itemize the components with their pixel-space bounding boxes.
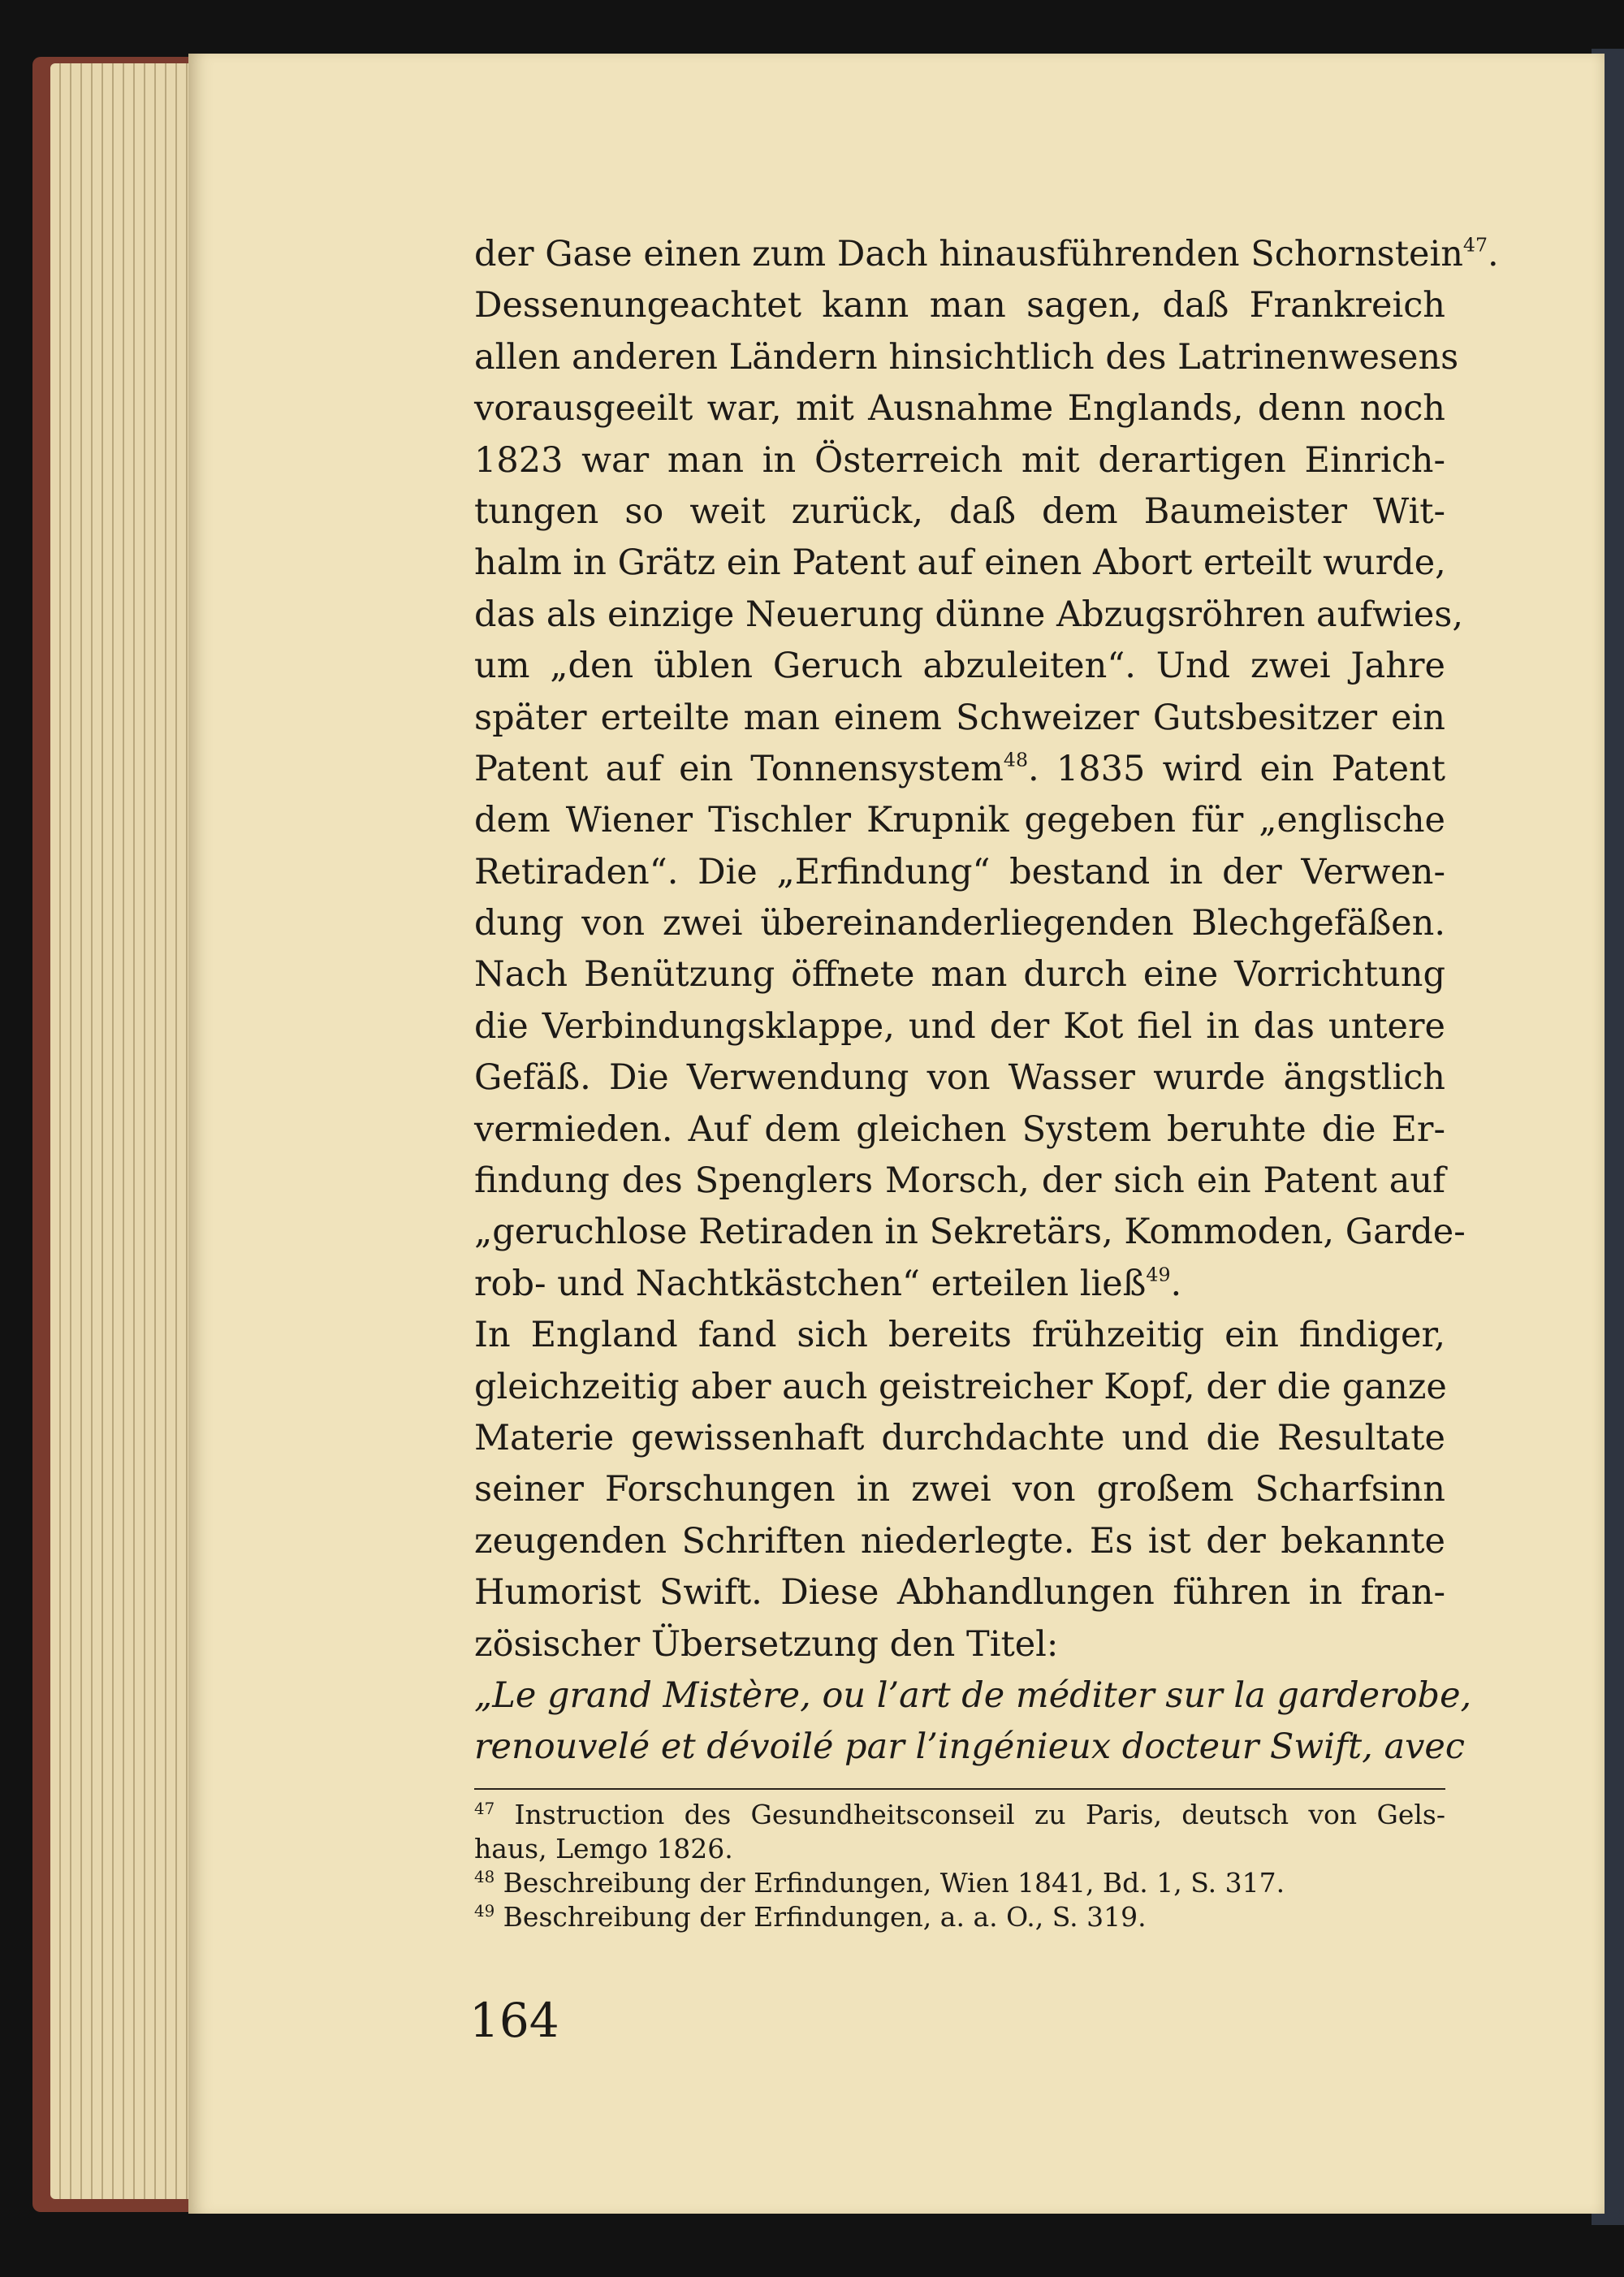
title-line: renouvelé et dévoilé par l’ingénieux docteur Swift, avec <box>474 1726 1465 1768</box>
footnote: $^{47}$ Instruction des Gesundheitsconseil zu Paris, deutsch von Gels- <box>474 1799 1445 1830</box>
text-line: dem Wiener Tischler Krupnik gegeben für „englische <box>474 800 1445 841</box>
page-edges <box>50 63 205 2199</box>
text-line: 1823 war man in Österreich mit derartigen Einrich- <box>474 439 1445 481</box>
footnote-ref[interactable]: 48 <box>1003 748 1029 771</box>
text-line: In England fand sich bereits frühzeitig ein findiger, <box>474 1315 1445 1356</box>
text-line: Gefäß. Die Verwendung von Wasser wurde ängstlich <box>474 1057 1445 1099</box>
text-line: Dessenungeachtet kann man sagen, daß Frankreich <box>474 285 1445 326</box>
body-text <box>474 229 1499 1774</box>
text-line: die Verbindungsklappe, und der Kot fiel in das untere <box>474 1005 1445 1047</box>
text-line: der Gase einen zum Dach hinausführenden Schornstein$^{47}$. <box>474 233 1499 274</box>
text-line: findung des Spenglers Morsch, der sich ein Patent auf <box>474 1160 1445 1202</box>
footnote-number: 48 <box>474 1868 495 1887</box>
footnote-divider <box>474 1788 1445 1790</box>
text-line: zeugenden Schriften niederlegte. Es ist der bekannte <box>474 1520 1445 1562</box>
text-line: zösischer Übersetzung den Titel: <box>474 1623 1059 1665</box>
title-line: „Le grand Mistère, ou l’art de méditer sur la garderobe, <box>474 1674 1472 1716</box>
footnote-ref[interactable]: 47 <box>1462 233 1488 257</box>
text-line: gleichzeitig aber auch geistreicher Kopf, der die ganze <box>474 1366 1447 1407</box>
text-line: Retiraden“. Die „Erfindung“ bestand in der Verwen- <box>474 851 1445 892</box>
footnote: $^{49}$ Beschreibung der Erfindungen, a. a. O., S. 319. <box>474 1901 1147 1933</box>
text-line: Materie gewissenhaft durchdachte und die Resultate <box>474 1417 1445 1458</box>
text-line: Nach Benützung öffnete man durch eine Vorrichtung <box>474 954 1445 996</box>
text-line: vorausgeeilt war, mit Ausnahme Englands, denn noch <box>474 388 1445 430</box>
text-line: Humorist Swift. Diese Abhandlungen führen in fran- <box>474 1572 1445 1614</box>
footnote: $^{48}$ Beschreibung der Erfindungen, Wien 1841, Bd. 1, S. 317. <box>474 1867 1285 1899</box>
text-line: Patent auf ein Tonnensystem$^{48}$. 1835 wird ein Patent <box>474 748 1445 789</box>
text-line: seiner Forschungen in zwei von großem Scharfsinn <box>474 1469 1445 1510</box>
text-line: tungen so weit zurück, daß dem Baumeister Wit- <box>474 490 1445 532</box>
text-line: vermieden. Auf dem gleichen System beruhte die Er- <box>474 1108 1445 1150</box>
page-number: 164 <box>469 1993 559 2048</box>
text-line: später erteilte man einem Schweizer Gutsbesitzer ein <box>474 697 1445 738</box>
footnote-continuation: haus, Lemgo 1826. <box>474 1833 733 1864</box>
text-line: dung von zwei übereinanderliegenden Blechgefäßen. <box>474 903 1445 944</box>
footnotes <box>474 1798 1445 1934</box>
text-line: um „den üblen Geruch abzuleiten“. Und zwei Jahre <box>474 646 1445 687</box>
text-line: das als einzige Neuerung dünne Abzugsröhren aufwies, <box>474 594 1464 635</box>
text-line: allen anderen Ländern hinsichtlich des Latrinenwesens <box>474 336 1459 378</box>
text-line: halm in Grätz ein Patent auf einen Abort erteilt wurde, <box>474 542 1446 584</box>
text-line: „geruchlose Retiraden in Sekretärs, Kommoden, Garde- <box>474 1212 1466 1253</box>
footnote-number: 47 <box>474 1800 495 1819</box>
text-line: rob- und Nachtkästchen“ erteilen ließ$^{49}$. <box>474 1263 1182 1304</box>
footnote-ref[interactable]: 49 <box>1146 1263 1171 1286</box>
footnote-number: 49 <box>474 1902 495 1921</box>
